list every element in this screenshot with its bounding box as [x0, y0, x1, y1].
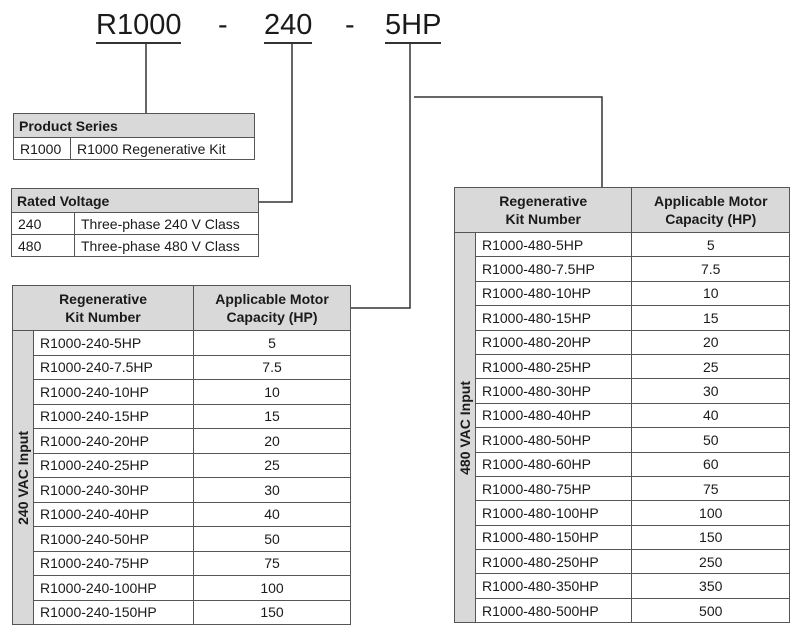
kit-number-cell: R1000-480-20HP — [476, 330, 632, 354]
motor-capacity-cell: 10 — [632, 281, 790, 305]
table-row — [455, 233, 790, 257]
motor-capacity-cell: 50 — [632, 428, 790, 452]
kit-number-cell: R1000-480-7.5HP — [476, 257, 632, 281]
motor-capacity-cell: 30 — [194, 478, 351, 503]
kit-number-cell: R1000-480-150HP — [476, 525, 632, 549]
capacity-connector-480 — [414, 97, 602, 188]
table-row — [12, 235, 259, 257]
voltage-desc: Three-phase 240 V Class — [75, 213, 259, 235]
kit-number-cell: R1000-240-25HP — [34, 453, 194, 478]
table-row — [455, 452, 790, 476]
motor-capacity-cell: 75 — [632, 476, 790, 500]
series-desc: R1000 Regenerative Kit — [71, 138, 255, 160]
motor-capacity-cell: 60 — [632, 452, 790, 476]
table-row — [13, 576, 351, 601]
voltage-code: 480 — [12, 235, 75, 257]
table-row — [455, 330, 790, 354]
voltage-desc: Three-phase 480 V Class — [75, 235, 259, 257]
table-row — [455, 354, 790, 378]
rated-voltage-table — [11, 188, 259, 257]
product-series-title: Product Series — [14, 114, 255, 138]
table-row — [13, 355, 351, 380]
kit-number-cell: R1000-240-15HP — [34, 404, 194, 429]
header-motor-capacity: Applicable Motor Capacity (HP) — [653, 193, 768, 227]
kit-number-cell: R1000-240-7.5HP — [34, 355, 194, 380]
table-row — [455, 550, 790, 574]
motor-capacity-cell: 150 — [194, 600, 351, 625]
table-480-vac — [454, 187, 790, 623]
side-label: 240 VAC Input — [15, 430, 31, 525]
table-row — [455, 403, 790, 427]
table-row — [455, 476, 790, 500]
rated-voltage-title: Rated Voltage — [12, 189, 259, 213]
kit-number-cell: R1000-240-100HP — [34, 576, 194, 601]
table-row — [455, 525, 790, 549]
motor-capacity-cell: 15 — [632, 306, 790, 330]
motor-capacity-cell: 350 — [632, 574, 790, 598]
series-code: R1000 — [14, 138, 71, 160]
kit-number-cell: R1000-480-60HP — [476, 452, 632, 476]
table-row — [455, 574, 790, 598]
kit-number-cell: R1000-480-40HP — [476, 403, 632, 427]
table-row — [14, 138, 255, 160]
table-row — [455, 379, 790, 403]
voltage-code: 240 — [12, 213, 75, 235]
kit-number-cell: R1000-480-15HP — [476, 306, 632, 330]
motor-capacity-cell: 40 — [194, 502, 351, 527]
kit-number-cell: R1000-480-50HP — [476, 428, 632, 452]
table-row — [13, 527, 351, 552]
kit-number-cell: R1000-240-30HP — [34, 478, 194, 503]
motor-capacity-cell: 100 — [632, 501, 790, 525]
kit-number-cell: R1000-480-25HP — [476, 354, 632, 378]
side-label-cell — [13, 331, 34, 625]
kit-number-cell: R1000-480-10HP — [476, 281, 632, 305]
header-motor-capacity: Applicable Motor Capacity (HP) — [215, 291, 329, 325]
header-kit-number: Regenerative Kit Number — [499, 193, 588, 227]
table-row — [13, 380, 351, 405]
motor-capacity-cell: 500 — [632, 598, 790, 622]
kit-number-cell: R1000-480-500HP — [476, 598, 632, 622]
kit-number-cell: R1000-480-100HP — [476, 501, 632, 525]
table-240-vac — [12, 285, 351, 625]
table-row — [13, 478, 351, 503]
kit-number-cell: R1000-240-5HP — [34, 331, 194, 356]
side-label: 480 VAC Input — [457, 380, 473, 475]
motor-capacity-cell: 5 — [194, 331, 351, 356]
kit-number-cell: R1000-240-75HP — [34, 551, 194, 576]
header-kit-number: Regenerative Kit Number — [59, 291, 147, 325]
table-row — [13, 502, 351, 527]
product-series-table — [13, 113, 255, 160]
kit-number-cell: R1000-240-40HP — [34, 502, 194, 527]
table-row — [455, 281, 790, 305]
motor-capacity-cell: 50 — [194, 527, 351, 552]
table-row — [13, 404, 351, 429]
voltage-connector — [259, 44, 292, 202]
model-code-voltage: 240 — [264, 8, 312, 44]
table-row — [455, 257, 790, 281]
motor-capacity-cell: 7.5 — [194, 355, 351, 380]
model-code-series: R1000 — [96, 8, 181, 44]
kit-number-cell: R1000-480-250HP — [476, 550, 632, 574]
kit-number-cell: R1000-480-350HP — [476, 574, 632, 598]
motor-capacity-cell: 5 — [632, 233, 790, 257]
kit-number-cell: R1000-480-75HP — [476, 476, 632, 500]
table-row — [455, 598, 790, 622]
motor-capacity-cell: 150 — [632, 525, 790, 549]
table-row — [13, 331, 351, 356]
motor-capacity-cell: 7.5 — [632, 257, 790, 281]
kit-number-cell: R1000-240-150HP — [34, 600, 194, 625]
motor-capacity-cell: 100 — [194, 576, 351, 601]
table-row — [13, 600, 351, 625]
table-row — [455, 306, 790, 330]
kit-number-cell: R1000-240-10HP — [34, 380, 194, 405]
model-code-capacity: 5HP — [385, 8, 441, 44]
table-row — [13, 551, 351, 576]
kit-number-cell: R1000-240-20HP — [34, 429, 194, 454]
table-row — [455, 428, 790, 452]
kit-number-cell: R1000-240-50HP — [34, 527, 194, 552]
kit-number-cell: R1000-480-5HP — [476, 233, 632, 257]
model-code-dash-2: - — [345, 9, 355, 41]
motor-capacity-cell: 40 — [632, 403, 790, 427]
motor-capacity-cell: 250 — [632, 550, 790, 574]
motor-capacity-cell: 25 — [194, 453, 351, 478]
capacity-connector-240 — [351, 44, 410, 308]
motor-capacity-cell: 10 — [194, 380, 351, 405]
motor-capacity-cell: 30 — [632, 379, 790, 403]
kit-number-cell: R1000-480-30HP — [476, 379, 632, 403]
table-row — [13, 453, 351, 478]
motor-capacity-cell: 25 — [632, 354, 790, 378]
motor-capacity-cell: 20 — [632, 330, 790, 354]
table-row — [455, 501, 790, 525]
motor-capacity-cell: 15 — [194, 404, 351, 429]
table-row — [13, 429, 351, 454]
motor-capacity-cell: 75 — [194, 551, 351, 576]
table-row — [12, 213, 259, 235]
side-label-cell — [455, 233, 476, 623]
model-code-dash-1: - — [218, 9, 228, 41]
motor-capacity-cell: 20 — [194, 429, 351, 454]
